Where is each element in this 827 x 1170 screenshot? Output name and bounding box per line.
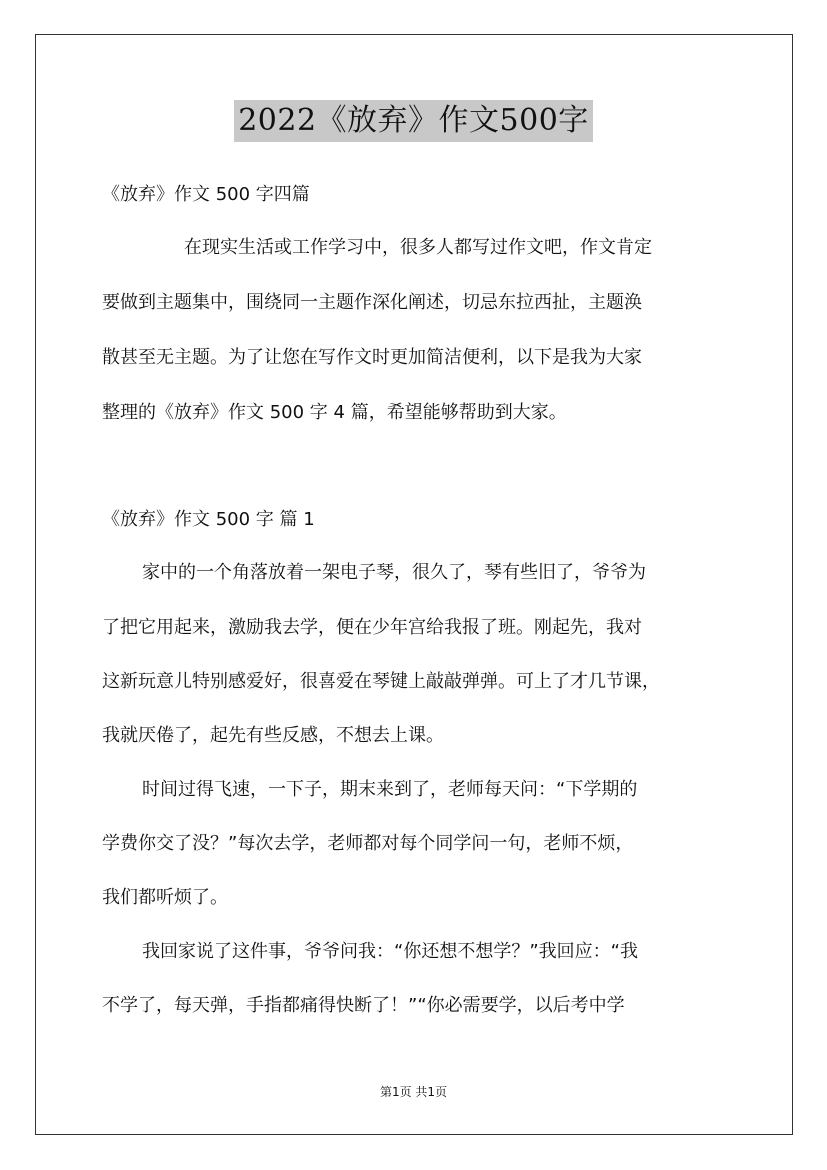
section-heading: 《放弃》作文 500 字 篇 1 [102,509,315,530]
body-line-3: 这新玩意儿特别感爱好，很喜爱在琴键上敲敲弹弹。可上了才几节课， [102,671,660,692]
body-line-8: 我回家说了这件事，爷爷问我：“你还想不想学？”我回应：“我 [142,941,638,962]
intro-line-3: 散甚至无主题。为了让您在写作文时更加简洁便利，以下是我为大家 [102,347,642,368]
body-line-1: 家中的一个角落放着一架电子琴，很久了，琴有些旧了，爷爷为 [142,562,646,583]
body-line-7: 我们都听烦了。 [102,887,228,908]
body-line-4: 我就厌倦了，起先有些反感，不想去上课。 [102,725,444,746]
title-container [0,100,827,142]
intro-line-2: 要做到主题集中，围绕同一主题作深化阐述，切忌东拉西扯，主题涣 [102,292,642,313]
document-subtitle: 《放弃》作文 500 字四篇 [102,184,310,205]
body-line-6: 学费你交了没？”每次去学，老师都对每个同学问一句，老师不烦， [102,833,634,854]
intro-line-4: 整理的《放弃》作文 500 字 4 篇，希望能够帮助到大家。 [102,402,567,423]
body-line-5: 时间过得飞速，一下子，期末来到了，老师每天问：“下学期的 [142,779,638,800]
page-footer: 第1页 共1页 [379,1085,448,1099]
document-title: 2022《放弃》作文500字 [234,100,593,142]
body-line-9: 不学了，每天弹，手指都痛得快断了！”“你必需要学，以后考中学 [102,995,625,1016]
body-line-2: 了把它用起来，激励我去学，便在少年宫给我报了班。刚起先，我对 [102,617,642,638]
intro-line-1: 在现实生活或工作学习中，很多人都写过作文吧，作文肯定 [184,237,652,258]
